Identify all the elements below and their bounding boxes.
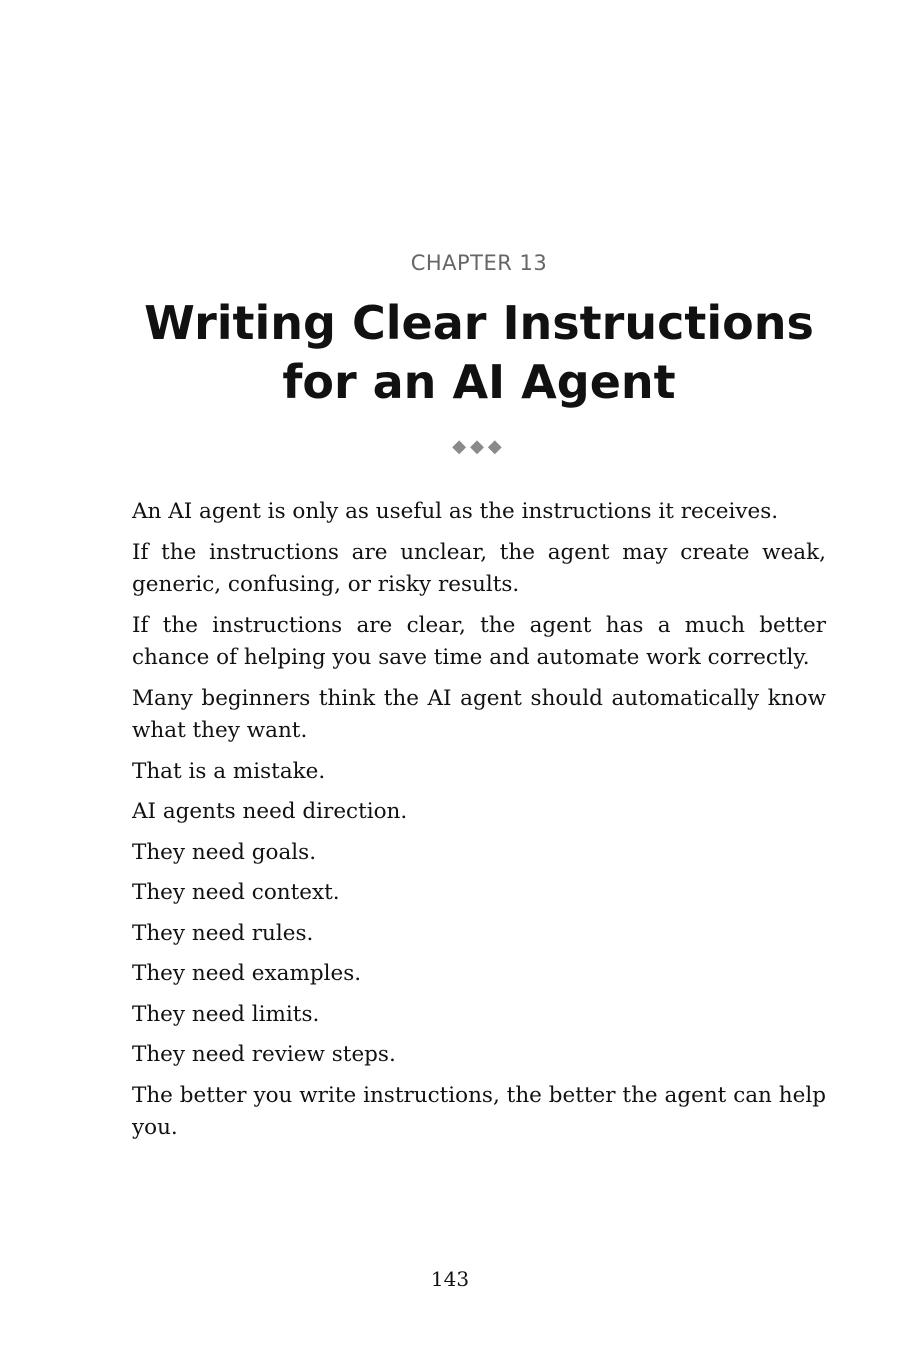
paragraph-2: If the instructions are unclear, the agent may create weak, generic, confusing, or risky results. [132, 539, 826, 597]
paragraph-1: An AI agent is only as useful as the instructions it receives. [132, 499, 779, 524]
paragraph-13: The better you write instructions, the better the agent can help you. [132, 1082, 826, 1140]
chapter-title [0, 294, 900, 412]
paragraph-4: Many beginners think the AI agent should automatically know what they want. [132, 685, 826, 743]
paragraph-5: That is a mistake. [132, 758, 326, 784]
paragraph-3: If the instructions are clear, the agent has a much better chance of helping you save time and automate work correctly. [132, 612, 826, 670]
paragraph-9: They need rules. [132, 920, 314, 946]
chapter-title-line-1: Writing Clear Instructions [144, 296, 814, 350]
paragraph-6: AI agents need direction. [132, 799, 408, 824]
chapter-title-line-2: for an AI Agent [282, 355, 676, 409]
paragraph-8: They need context. [132, 880, 340, 905]
chapter-body [132, 496, 826, 1153]
diamond-ornament-icon: ◆◆◆ [452, 436, 506, 457]
chapter-label: CHAPTER 13 [410, 251, 548, 275]
paragraph-12: They need review steps. [132, 1042, 396, 1067]
page-number: 143 [430, 1267, 470, 1291]
paragraph-10: They need examples. [132, 961, 362, 986]
paragraph-11: They need limits. [132, 1001, 320, 1027]
paragraph-7: They need goals. [132, 839, 317, 865]
